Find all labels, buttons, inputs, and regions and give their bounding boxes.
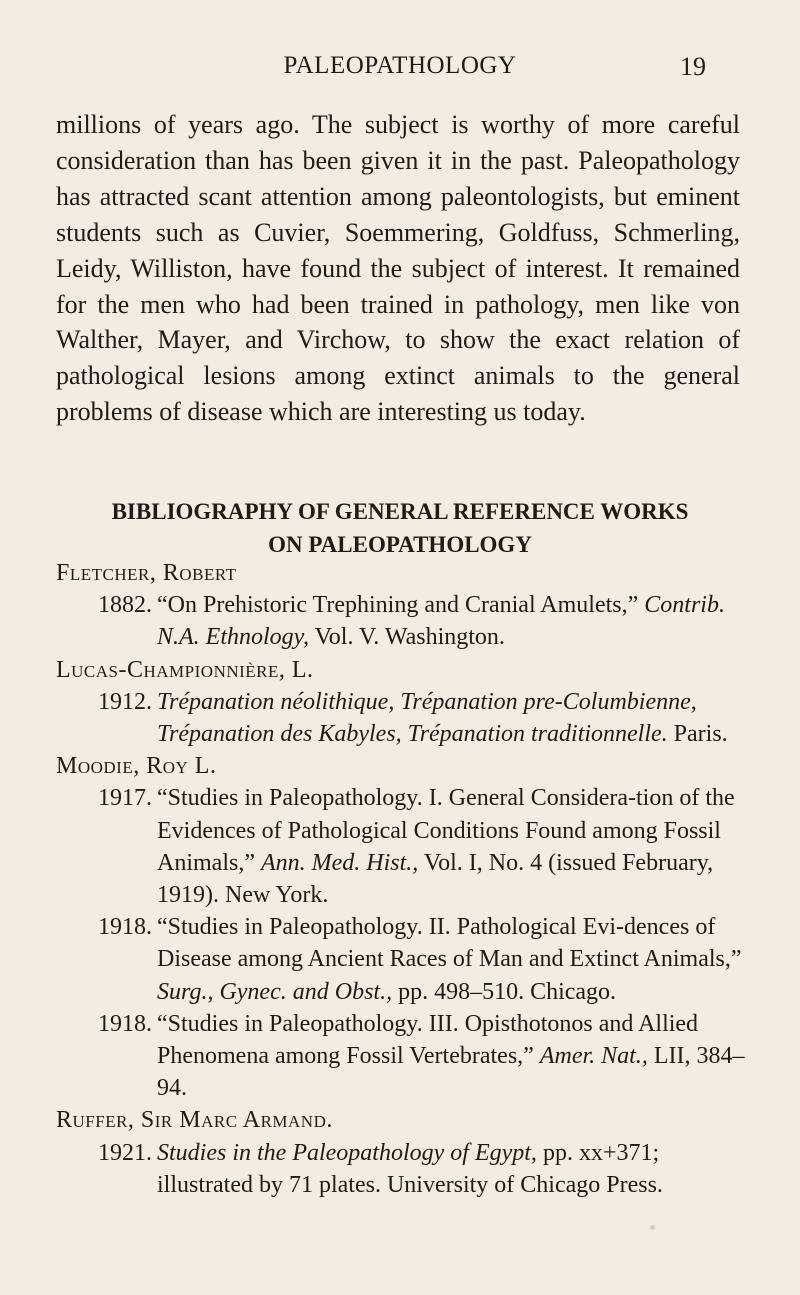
bibliography-entry [56, 1137, 746, 1201]
body-paragraph: millions of years ago. The subject is worthy of more careful consideration than has been given it in the past. Paleopathology has attracted scant attention among paleontologists, but eminent students such as Cuvier, Soemmering, Goldfuss, Schmerling, Leidy, Williston, have found the subject of interest. It remained for the men who had been trained in pathology, men like von Walther, Mayer, and Virchow, to show the exact relation of pathological lesions among extinct animals to the general problems of disease which are interesting us today. [56, 110, 740, 427]
bibliography-entry [56, 911, 746, 1008]
entry-year: 1917. [98, 785, 152, 812]
citation-text: pp. xx+371; illustrated by 71 plates. University of Chicago Press. [157, 1139, 663, 1198]
entry-year: 1918. [98, 1010, 152, 1037]
bibliography-entry [56, 782, 746, 911]
citation-italic-text: Studies in the Paleopathology of Egypt, [157, 1139, 537, 1166]
entry-citation [157, 911, 746, 1008]
citation-italic-text: Trépanation néolithique, Trépanation pre-Columbienne, Trépanation des Kabyles, Trépanation traditionnelle. [157, 688, 697, 748]
entry-year: 1912. [98, 688, 152, 715]
citation-text: pp. 498–510. Chicago. [392, 978, 617, 1005]
bibliography-entry [56, 686, 746, 750]
entry-year: 1882. [98, 592, 152, 619]
bibliography-heading [40, 495, 760, 561]
citation-italic-text: Ann. Med. Hist., [260, 849, 419, 876]
bibliography-entry [56, 589, 746, 653]
entry-citation [157, 1137, 746, 1201]
paper-mark [650, 1225, 655, 1230]
bibliography-author: Moodie, Roy L. [56, 753, 217, 780]
citation-text: “Studies in Paleopathology. I. General Considera-tion of the Evidences of Pathological Conditions Found among Fossil Animals,” [157, 785, 735, 876]
entry-citation [157, 589, 746, 653]
citation-text: Vol. I, No. 4 (issued February, 1919). New York. [157, 849, 714, 909]
entry-year: 1918. [98, 914, 152, 941]
citation-text: “Studies in Paleopathology. II. Pathological Evi-dences of Disease among Ancient Races of Man and Extinct Animals,” [157, 914, 742, 973]
citation-text: Vol. V. Washington. [309, 624, 505, 651]
entry-year: 1921. [98, 1139, 152, 1166]
citation-text: “On Prehistoric Trephining and Cranial Amulets,” [157, 592, 645, 619]
citation-italic-text: Amer. Nat., [539, 1043, 648, 1070]
bibliography-author: Lucas-Championnière, L. [56, 656, 314, 683]
page-number: 19 [680, 52, 706, 81]
citation-italic-text: Surg., Gynec. and Obst., [157, 978, 393, 1005]
running-head: PALEOPATHOLOGY [283, 52, 517, 79]
citation-text: “Studies in Paleopathology. III. Opisthotonos and Allied Phenomena among Fossil Vertebrates,” [157, 1010, 699, 1070]
citation-text: Paris. [667, 721, 728, 748]
citation-text: LII, 384–94. [157, 1043, 745, 1102]
entry-citation [157, 1008, 746, 1105]
bibliography-list [56, 557, 746, 1201]
entry-citation [157, 686, 746, 750]
entry-citation [157, 782, 746, 911]
bibliography-heading-line-1: BIBLIOGRAPHY OF GENERAL REFERENCE WORKS [111, 499, 689, 524]
bibliography-heading-line-2: ON PALEOPATHOLOGY [268, 532, 532, 557]
bibliography-author: Ruffer, Sir Marc Armand. [56, 1107, 333, 1134]
bibliography-entry [56, 1008, 746, 1105]
citation-italic-text: Contrib. N.A. Ethnology, [157, 592, 725, 651]
bibliography-author: Fletcher, Robert [56, 560, 237, 586]
